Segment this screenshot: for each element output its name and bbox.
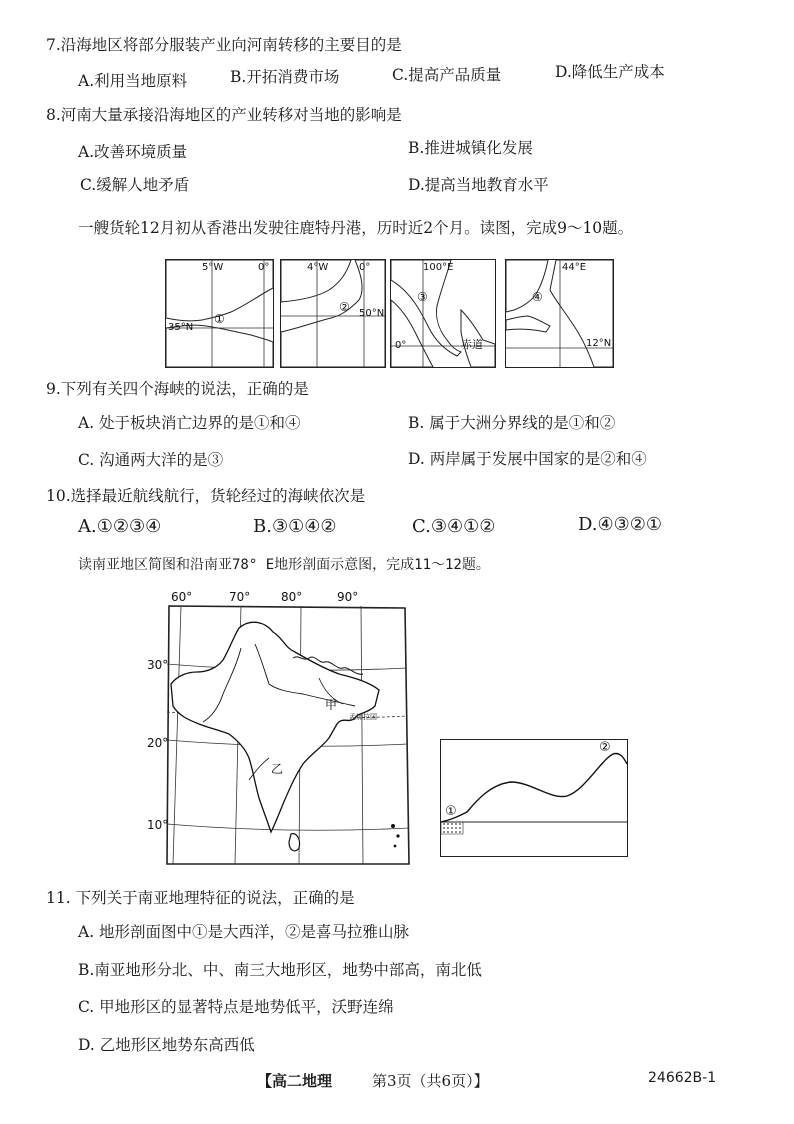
- q11-option-a: A. 地形剖面图中①是大西洋，②是喜马拉雅山脉: [78, 923, 410, 941]
- map-lat-30: 30°: [147, 658, 169, 672]
- q8-option-a: A.改善环境质量: [78, 143, 188, 161]
- map1-lon-label: 5°W: [202, 262, 224, 273]
- strait-map-1: [165, 259, 274, 368]
- q9-option-b: B. 属于大洲分界线的是①和②: [408, 414, 616, 432]
- q7-stem: 7.沿海地区将部分服装产业向河南转移的主要目的是: [46, 36, 402, 54]
- map1-lon2-label: 0°: [258, 262, 270, 273]
- q10-option-b: B.③①④②: [253, 516, 337, 537]
- q10-option-a: A.①②③④: [78, 516, 162, 537]
- q7-option-d: D.降低生产成本: [555, 63, 665, 81]
- strait-map-2: [280, 259, 386, 368]
- map2-lat-label: 50°N: [359, 308, 385, 319]
- map2-lon2-label: 0°: [359, 262, 371, 273]
- q8-stem: 8.河南大量承接沿海地区的产业转移对当地的影响是: [46, 106, 402, 124]
- strait-map-3: [390, 259, 496, 368]
- q11-option-d: D. 乙地形区地势东高西低: [78, 1036, 255, 1054]
- map2-marker: ②: [339, 300, 350, 314]
- map3-lat-label: 0°: [395, 340, 407, 351]
- q9-option-a: A. 处于板块消亡边界的是①和④: [78, 414, 301, 432]
- intro-11-12: 读南亚地区简图和沿南亚78° E地形剖面示意图，完成11～12题。: [78, 557, 490, 573]
- terrain-profile: [440, 739, 628, 857]
- q7-option-a: A.利用当地原料: [78, 72, 188, 90]
- q8-option-b: B.推进城镇化发展: [408, 139, 533, 157]
- region-jia-label: 甲: [325, 698, 338, 712]
- map4-lat-label: 12°N: [586, 338, 612, 349]
- q10-option-c: C.③④①②: [412, 516, 496, 537]
- map-lat-10: 10°: [147, 818, 169, 832]
- map1-lat-label: 35°N: [168, 322, 194, 333]
- small-place-label: 孟加拉国: [349, 713, 377, 721]
- q11-stem: 11. 下列关于南亚地理特征的说法，正确的是: [46, 889, 355, 907]
- footer-page: 第3页（共6页）】: [372, 1072, 489, 1090]
- region-yi-label: 乙: [271, 762, 284, 776]
- map3-lon-label: 100°E: [423, 262, 454, 273]
- map-lon-80: 80°: [281, 590, 303, 604]
- map-lon-60: 60°: [171, 590, 193, 604]
- map-lon-90: 90°: [337, 590, 359, 604]
- map4-lon-label: 44°E: [562, 262, 587, 273]
- q11-option-b: B.南亚地形分北、中、南三大地形区，地势中部高，南北低: [78, 961, 482, 979]
- q10-stem: 10.选择最近航线航行，货轮经过的海峡依次是: [46, 487, 366, 505]
- q8-option-d: D.提高当地教育水平: [408, 176, 549, 194]
- q9-option-d: D. 两岸属于发展中国家的是②和④: [408, 450, 647, 468]
- q7-option-c: C.提高产品质量: [392, 66, 502, 84]
- footer-code: 24662B-1: [648, 1070, 717, 1086]
- map1-marker: ①: [214, 312, 225, 326]
- strait-map-4: [505, 259, 614, 368]
- map3-marker: ③: [417, 290, 428, 304]
- map-lon-70: 70°: [229, 590, 251, 604]
- profile-marker-1: ①: [445, 804, 457, 819]
- south-asia-map: [143, 588, 413, 866]
- map3-equator-label: 赤道: [461, 338, 483, 351]
- q7-option-b: B.开拓消费市场: [230, 68, 340, 86]
- map2-lon-label: 4°W: [307, 262, 329, 273]
- map-lat-20: 20°: [147, 736, 169, 750]
- q9-stem: 9.下列有关四个海峡的说法，正确的是: [46, 380, 309, 398]
- map4-marker: ④: [532, 290, 543, 304]
- intro-9-10: 一艘货轮12月初从香港出发驶往鹿特丹港，历时近2个月。读图，完成9～10题。: [78, 219, 634, 237]
- profile-marker-2: ②: [599, 740, 611, 755]
- q10-option-d: D.④③②①: [578, 514, 663, 535]
- q9-option-c: C. 沟通两大洋的是③: [78, 451, 224, 469]
- q8-option-c: C.缓解人地矛盾: [80, 176, 190, 194]
- q11-option-c: C. 甲地形区的显著特点是地势低平，沃野连绵: [78, 998, 394, 1016]
- footer-subject: 【高二地理: [257, 1072, 333, 1090]
